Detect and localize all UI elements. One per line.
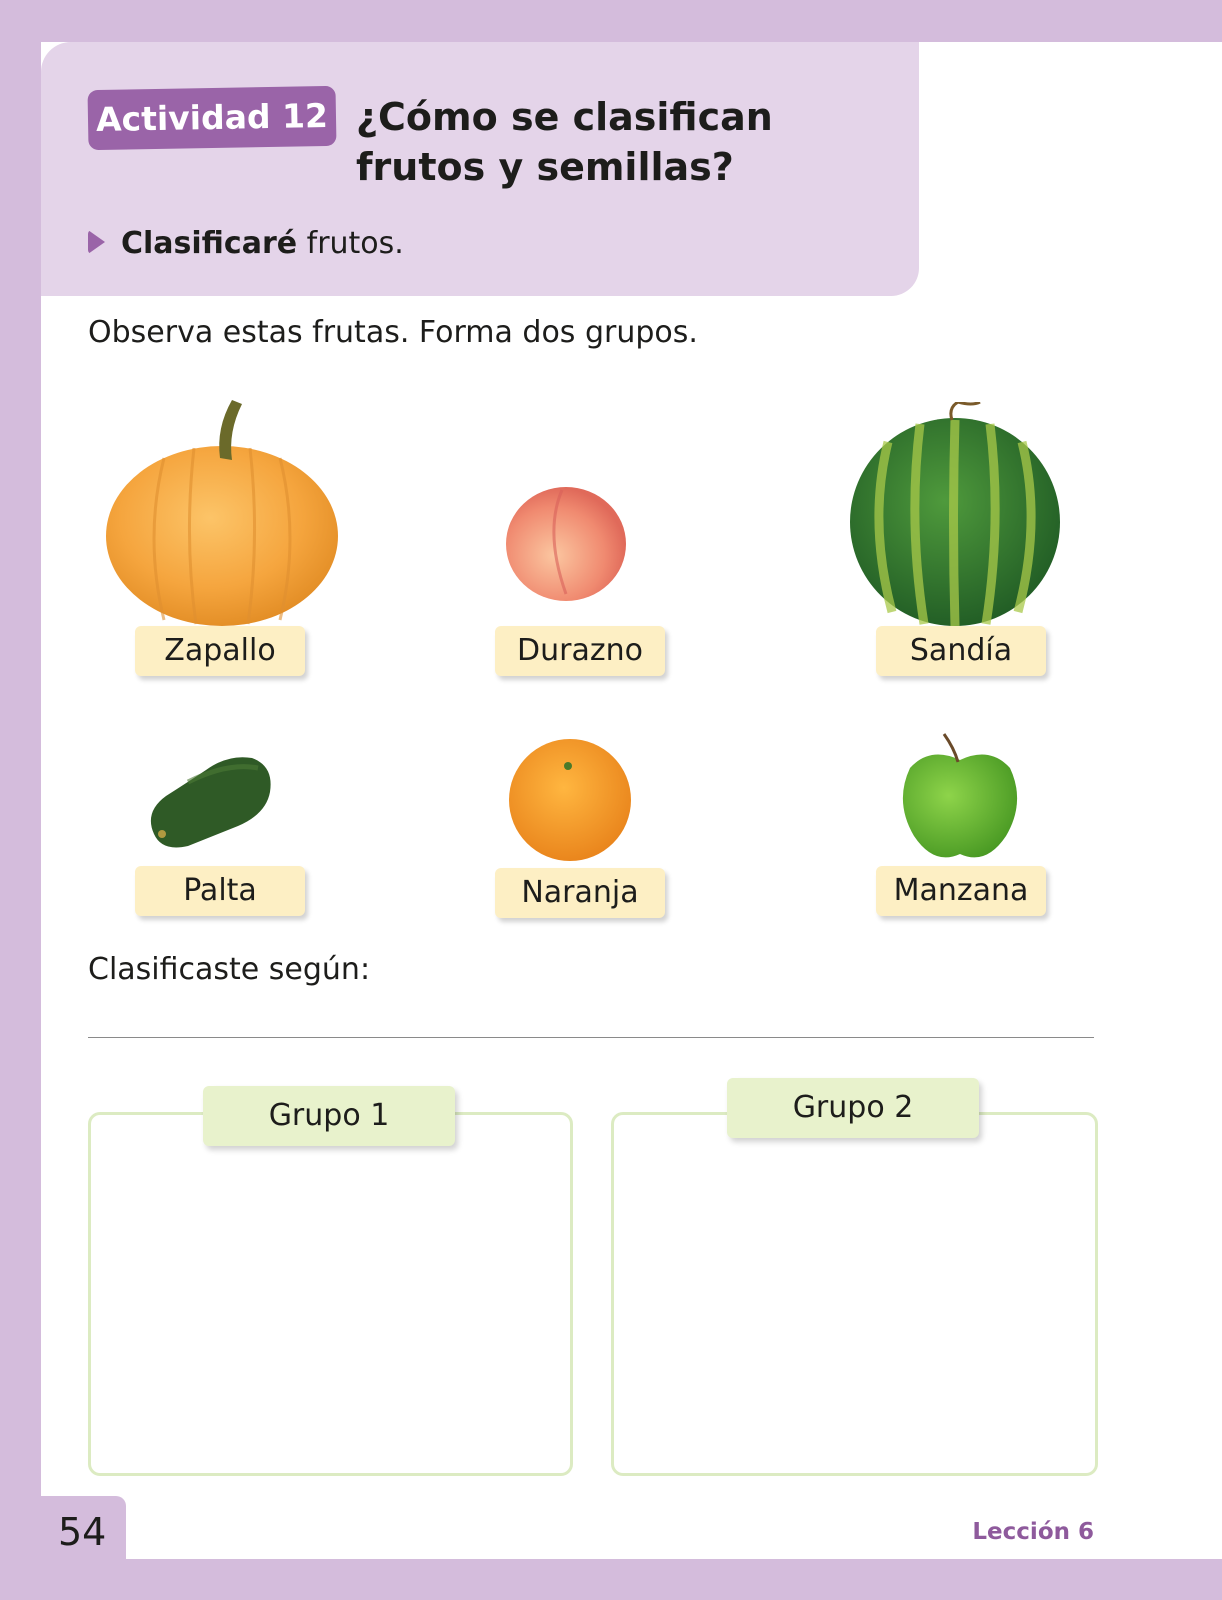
apple-icon (900, 732, 1020, 864)
group-1-box[interactable] (88, 1112, 573, 1476)
group-1-label: Grupo 1 (203, 1086, 455, 1146)
answer-line[interactable] (88, 1037, 1094, 1038)
fruit-label-palta: Palta (135, 866, 305, 916)
classification-question: Clasificaste según: (88, 952, 371, 987)
instruction-text: Observa estas frutas. Forma dos grupos. (88, 315, 698, 350)
objective-text: frutos. (297, 226, 404, 261)
avocado-icon (148, 752, 276, 850)
watermelon-icon (848, 402, 1062, 626)
fruit-label-manzana: Manzana (876, 866, 1046, 916)
fruit-label-zapallo: Zapallo (135, 626, 305, 676)
fruit-label-durazno: Durazno (495, 626, 665, 676)
page-title: ¿Cómo se clasifican frutos y semillas? (356, 95, 773, 189)
group-2-label: Grupo 2 (727, 1078, 979, 1138)
fruit-label-naranja: Naranja (495, 868, 665, 918)
pumpkin-icon (104, 398, 340, 626)
bullet-arrow-icon (88, 230, 105, 254)
objective-verb: Clasificaré (121, 226, 298, 261)
activity-badge: Actividad 12 (87, 86, 336, 150)
learning-objective (88, 222, 404, 266)
group-2-box[interactable] (611, 1112, 1098, 1476)
peach-icon (504, 482, 628, 602)
fruit-label-sandia: Sandía (876, 626, 1046, 676)
orange-icon (508, 738, 632, 862)
lesson-label: Lección 6 (972, 1519, 1094, 1545)
page-number: 54 (58, 1510, 107, 1554)
